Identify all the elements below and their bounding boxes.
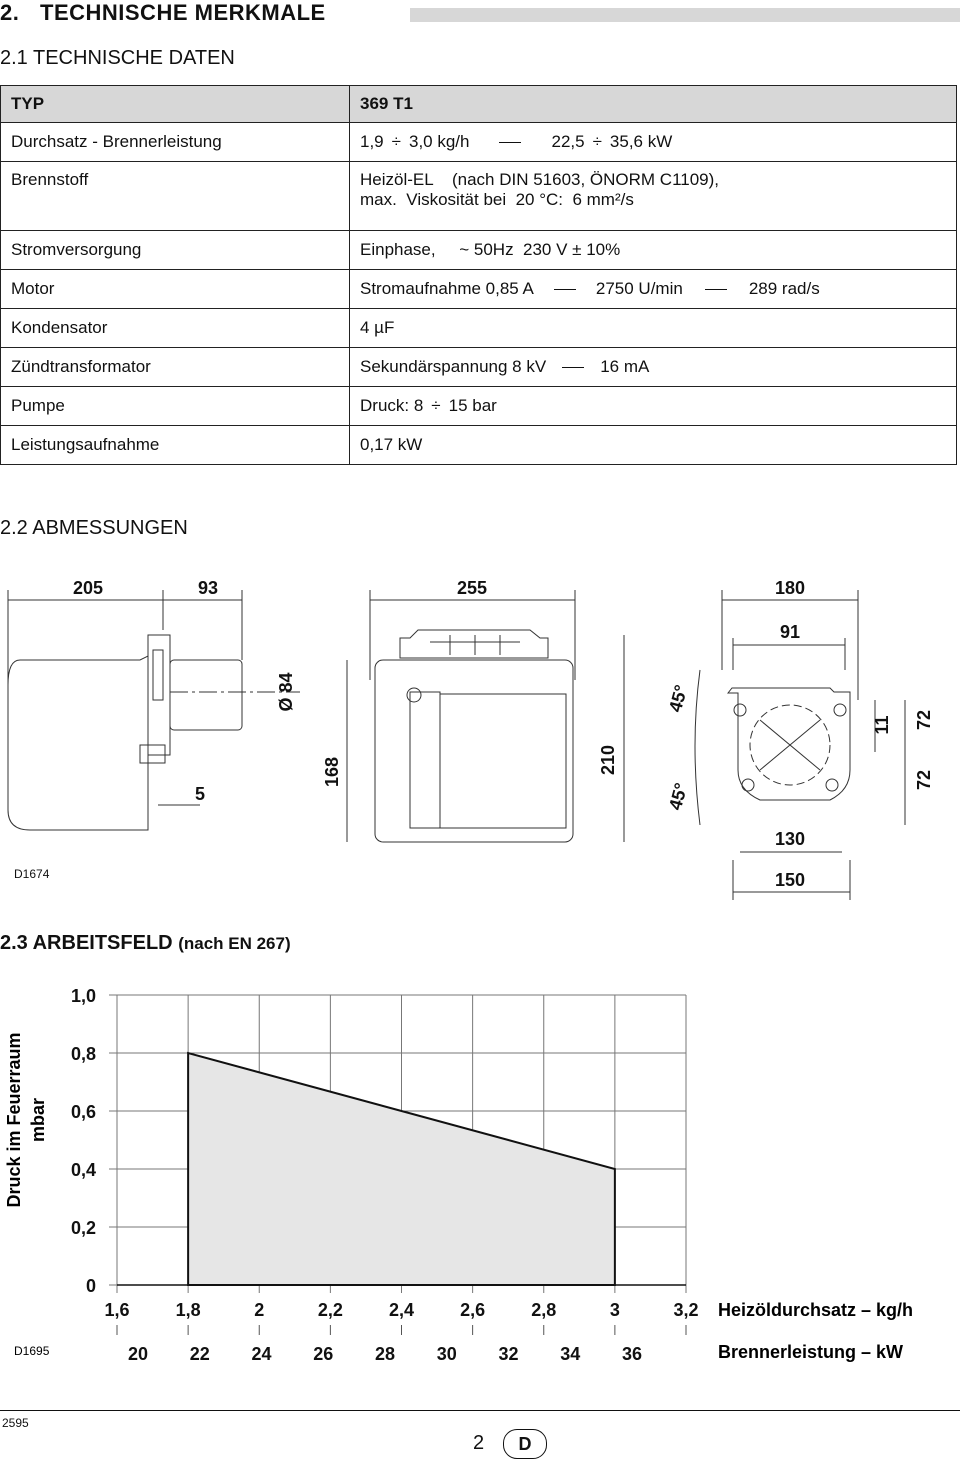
range-sign: ÷ [592,132,602,151]
row-label: Durchsatz - Brennerleistung [1,123,350,162]
motor-current: Stromaufnahme 0,85 A [360,279,534,298]
dim-72-upper: 72 [914,709,934,731]
row-value [350,162,957,231]
row-label: Zündtransformator [1,348,350,387]
dim-5: 5 [194,784,206,804]
dash [562,367,584,368]
work-field-subtitle: (nach EN 267) [178,934,291,953]
dim-130: 130 [774,829,806,849]
heading-bar [410,8,960,22]
type-value: 369 T1 [350,86,957,123]
y-tick-label: 0,2 [70,1218,96,1238]
x-tick-label: 2,4 [388,1300,415,1320]
burner-body [8,656,148,830]
power-max: 35,6 kW [609,132,673,151]
type-label: TYP [1,86,350,123]
section-heading [0,0,326,26]
x-tick-label: 3,2 [673,1300,699,1320]
dash [499,142,521,143]
blast-tube [170,660,242,730]
language-badge: D [503,1429,547,1459]
row-label: Stromversorgung [1,231,350,270]
dim-11: 11 [872,715,892,735]
row-label: Leistungsaufnahme [1,426,350,465]
mount-hole [834,704,846,716]
y-axis-unit: mbar [28,1097,48,1143]
x2-tick-label: 34 [560,1344,581,1364]
flange [148,635,170,755]
dim-168: 168 [322,756,342,788]
secondary-current: 16 mA [600,357,650,376]
dash [705,289,727,290]
x2-ticks [128,1344,642,1364]
dimensions-drawing [0,560,960,900]
dim-150: 150 [774,870,806,890]
fan-detail [430,635,520,655]
x-tick-label: 1,6 [104,1300,130,1320]
x2-tick-label: 28 [374,1344,396,1364]
mount-hole [826,779,838,791]
burner-front [375,660,573,842]
x2-tick-label: 22 [189,1344,210,1364]
fan-housing [400,630,548,658]
x2-tick-label: 32 [498,1344,519,1364]
x-tick-label: 1,8 [175,1300,201,1320]
pump-min: Druck: 8 [360,396,424,415]
table-row [1,426,957,465]
front-panel [410,692,440,828]
page-number: 2 [473,1432,485,1454]
x-tick-label: 2,8 [531,1300,557,1320]
y-tick-label: 0,4 [70,1160,96,1180]
row-value: 0,17 kW [350,426,957,465]
y-axis-label: Druck im Feuerraum [4,1032,24,1208]
x2-tick-label: 30 [436,1344,457,1364]
row-value [350,123,957,162]
x-tick-label: 2,2 [317,1300,343,1320]
x2-tick-label: 36 [621,1344,643,1364]
motor-speed: 2750 U/min [595,279,683,298]
x-tick-label: 2,6 [460,1300,486,1320]
fuel-line-2: max. Viskosität bei 20 °C: 6 mm²/s [360,190,634,209]
fuel-line-1: Heizöl-EL (nach DIN 51603, ÖNORM C1109), [360,170,720,189]
row-label: Brennstoff [1,162,350,231]
x-tick-label: 2 [254,1300,265,1320]
row-value: Einphase, ~ 50Hz 230 V ± 10% [350,231,957,270]
power-min: 22,5 [551,132,585,151]
work-field-heading [0,932,291,955]
dim-45-upper: 45° [665,682,692,715]
front-knob [407,688,421,702]
dim-72-lower: 72 [914,769,934,791]
mount-hole [734,704,746,716]
chart-code: D1695 [14,1344,50,1358]
work-field-chart [0,980,960,1390]
pump-max: 15 bar [448,396,497,415]
table-row [1,309,957,348]
dim-93: 93 [197,578,219,598]
y-tick-label: 0,8 [70,1044,96,1064]
footer-code: 2595 [2,1416,29,1430]
table-row [1,231,957,270]
range-sign: ÷ [391,132,401,151]
dim-91: 91 [779,622,801,642]
row-value [350,348,957,387]
table-row [1,162,957,231]
motor-angular: 289 rad/s [748,279,820,298]
secondary-voltage: Sekundärspannung 8 kV [360,357,547,376]
row-value: 4 µF [350,309,957,348]
y-tick-label: 0,6 [70,1102,96,1122]
y-ticks [71,986,96,1296]
row-label: Motor [1,270,350,309]
drawing-code: D1674 [14,867,50,881]
x2-tick-label: 26 [313,1344,334,1364]
table-row [1,387,957,426]
dim-255: 255 [456,578,488,598]
row-label: Kondensator [1,309,350,348]
x2-axis-label: Brennerleistung – kW [718,1342,904,1362]
work-field-title: 2.3 ARBEITSFELD [0,932,173,954]
tech-data-table [0,85,957,465]
flange-detail [153,650,163,700]
x-ticks [104,1300,698,1320]
dimensions-title: 2.2 ABMESSUNGEN [0,517,188,539]
dim-180: 180 [774,578,806,598]
table-row [1,123,957,162]
section-number: 2. [0,0,20,25]
table-row [1,86,957,123]
x2-tick-label: 24 [251,1344,272,1364]
mount-tab [140,745,165,763]
dash [554,289,576,290]
x-tick-label: 3 [609,1300,620,1320]
y-tick-label: 0 [85,1276,96,1296]
x2-tick-label: 20 [127,1344,149,1364]
footer-rule [0,1410,960,1411]
table-row [1,348,957,387]
dim-210: 210 [598,744,618,776]
dim-45-lower: 45° [665,780,692,813]
mount-hole [742,779,754,791]
angle-arc [695,670,700,825]
row-value [350,270,957,309]
y-tick-label: 1,0 [70,986,96,1006]
throughput-max: 3,0 kg/h [408,132,470,151]
tech-data-title: 2.1 TECHNISCHE DATEN [0,47,235,69]
section-title: TECHNISCHE MERKMALE [40,0,326,25]
table-row [1,270,957,309]
row-label: Pumpe [1,387,350,426]
dim-84: Ø 84 [276,672,296,712]
x-axis-label: Heizöldurchsatz – kg/h [718,1300,914,1320]
range-sign: ÷ [431,396,441,415]
dim-205: 205 [72,578,104,598]
throughput-min: 1,9 [360,132,384,151]
front-cover [440,694,566,828]
row-value [350,387,957,426]
